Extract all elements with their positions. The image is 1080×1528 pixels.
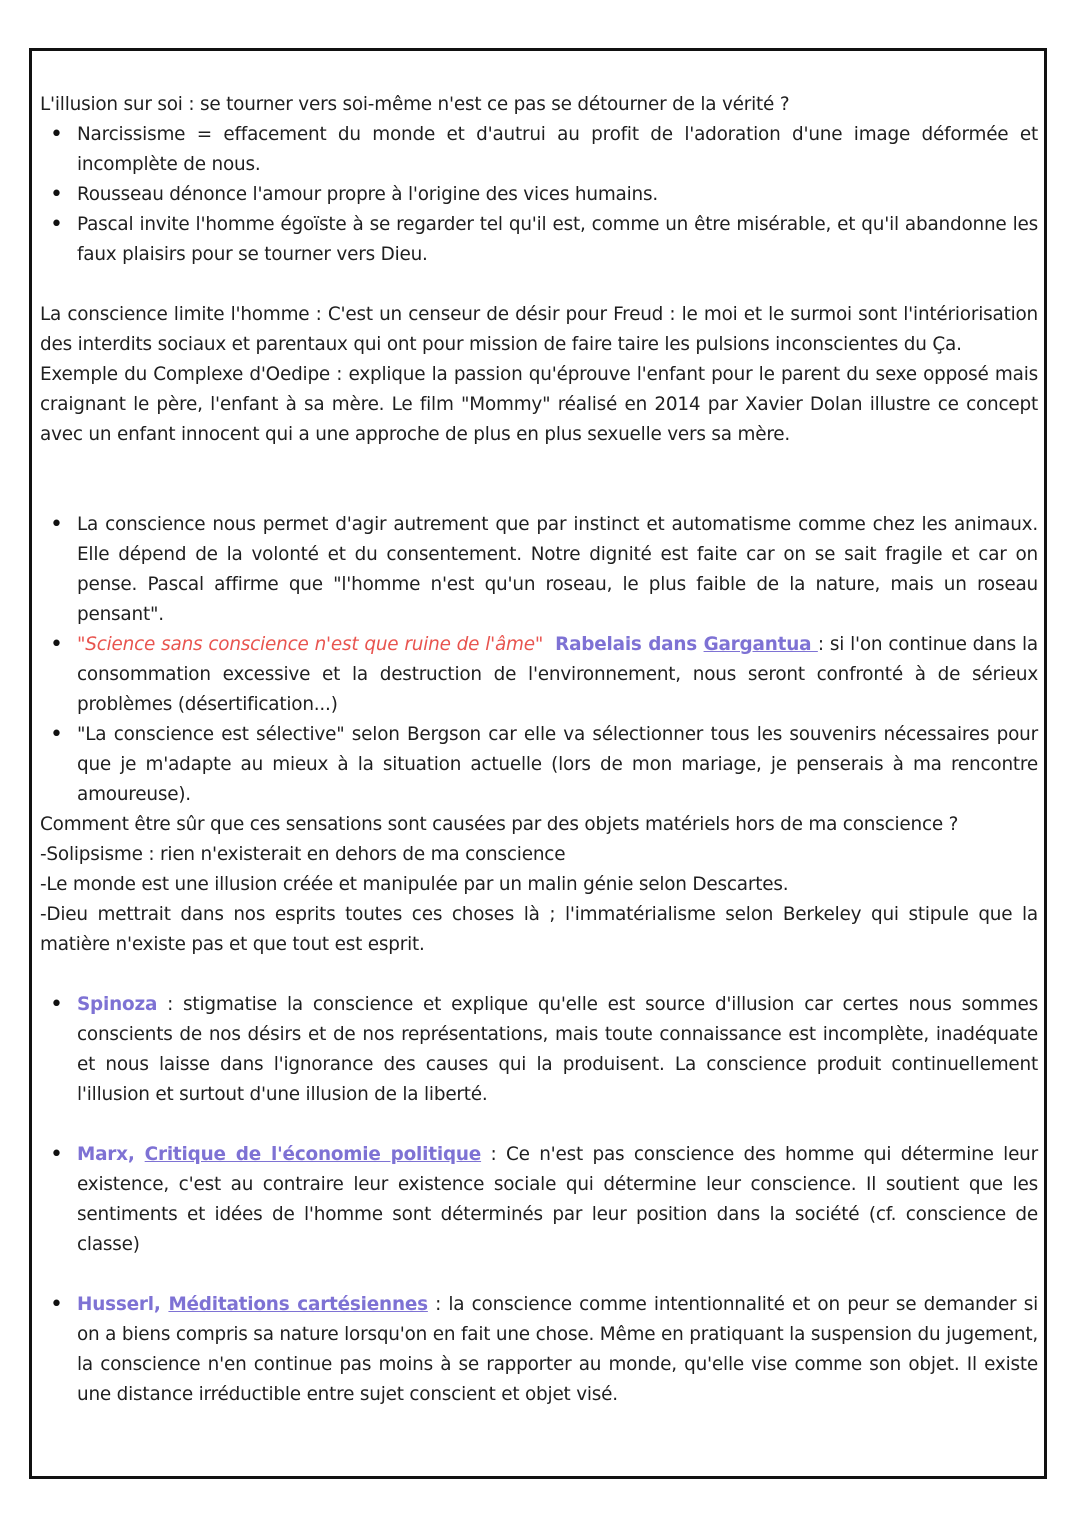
rabelais-author: Rabelais dans: [555, 634, 704, 655]
husserl-name: Husserl,: [77, 1294, 169, 1315]
marx-list: [40, 1140, 1038, 1260]
gargantua-title: Gargantua: [703, 634, 818, 655]
spinoza-name: Spinoza: [77, 994, 158, 1015]
rabelais-quote: "Science sans conscience n'est que ruine de l'âme": [77, 634, 544, 655]
marx-name: Marx,: [77, 1144, 145, 1165]
section3-list: [40, 510, 1038, 810]
list-item: • Pascal invite l'homme égoïste à se regarder tel qu'il est, comme un être misérable, et qu'il abandonne les faux plaisirs pour se tourner vers Dieu.: [40, 210, 1038, 270]
question-line: Comment être sûr que ces sensations sont causées par des objets matériels hors de ma conscience ?: [40, 814, 959, 835]
husserl-work: Méditations cartésiennes: [168, 1294, 428, 1315]
section1-heading: L'illusion sur soi : se tourner vers soi-même n'est ce pas se détourner de la vérité ?: [40, 94, 790, 115]
husserl-text: : la conscience comme intentionnalité et on peur se demander si on a biens compris sa nature lorsqu'on en fait une chose. Même en pratiquant la suspension du jugement, la conscience n'en continue pas moins à se rapporter au monde, qu'elle vise comme son objet. Il existe une distance irréductible entre sujet conscient et objet visé.: [77, 1294, 1038, 1405]
berkeley-line: -Dieu mettrait dans nos esprits toutes ces choses là ; l'immatérialisme selon Berkeley qui stipule que la matière n'existe pas et que tout est esprit.: [40, 904, 1038, 955]
marx-text: : Ce n'est pas conscience des homme qui détermine leur existence, c'est au contraire leur existence sociale qui détermine leur conscience. Il soutient que les sentiments et idées de l'homme sont déterminés par leur position dans la société (cf. conscience de classe): [77, 1144, 1038, 1255]
list-item: • Narcissisme = effacement du monde et d'autrui au profit de l'adoration d'une image déformée et incomplète de nous.: [40, 120, 1038, 180]
spinoza-text: : stigmatise la conscience et explique qu'elle est source d'illusion car certes nous sommes conscients de nos désirs et de nos représentations, mais toute connaissance est incomplète, inadéquate et nous laisse dans l'ignorance des causes qui la produisent. La conscience produit continuellement l'illusion et surtout d'une illusion de la liberté.: [77, 994, 1038, 1105]
descartes-line: -Le monde est une illusion créée et manipulée par un malin génie selon Descartes.: [40, 874, 789, 895]
oedipe-paragraph: Exemple du Complexe d'Oedipe : explique la passion qu'éprouve l'enfant pour le parent du sexe opposé mais craignant le père, l'enfant à sa mère. Le film "Mommy" réalisé en 2014 par Xavier Dolan illustre ce concept avec un enfant innocent qui a une approche de plus en plus sexuelle vers sa mère.: [40, 364, 1038, 445]
list-item-rabelais: [40, 630, 1038, 720]
list-item: • Rousseau dénonce l'amour propre à l'origine des vices humains.: [40, 180, 1038, 210]
list-item-marx: [40, 1140, 1038, 1260]
solipsisme-line: -Solipsisme : rien n'existerait en dehors de ma conscience: [40, 844, 566, 865]
list-item-husserl: [40, 1290, 1038, 1410]
spinoza-list: [40, 990, 1038, 1110]
rabelais-text: : si l'on continue dans la consommation excessive et la destruction de l'environnement, nous seront confronté à de sérieux problèmes (désertification...): [77, 634, 1038, 715]
marx-work: Critique de l'économie politique: [144, 1144, 482, 1165]
document-body: [40, 90, 1038, 1410]
list-item-spinoza: [40, 990, 1038, 1110]
list-item: • La conscience nous permet d'agir autrement que par instinct et automatisme comme chez les animaux. Elle dépend de la volonté et du consentement. Notre dignité est faite car on se sait fragile et car on pense. Pascal affirme que "l'homme n'est qu'un roseau, le plus faible de la nature, mais un roseau pensant".: [40, 510, 1038, 630]
husserl-list: [40, 1290, 1038, 1410]
section1-list: [40, 120, 1038, 270]
list-item: • "La conscience est sélective" selon Bergson car elle va sélectionner tous les souvenirs nécessaires pour que je m'adapte au mieux à la situation actuelle (lors de mon mariage, je penserais à ma rencontre amoureuse).: [40, 720, 1038, 810]
freud-paragraph: La conscience limite l'homme : C'est un censeur de désir pour Freud : le moi et le surmoi sont l'intériorisation des interdits sociaux et parentaux qui ont pour mission de faire taire les pulsions inconscientes du Ça.: [40, 304, 1038, 355]
